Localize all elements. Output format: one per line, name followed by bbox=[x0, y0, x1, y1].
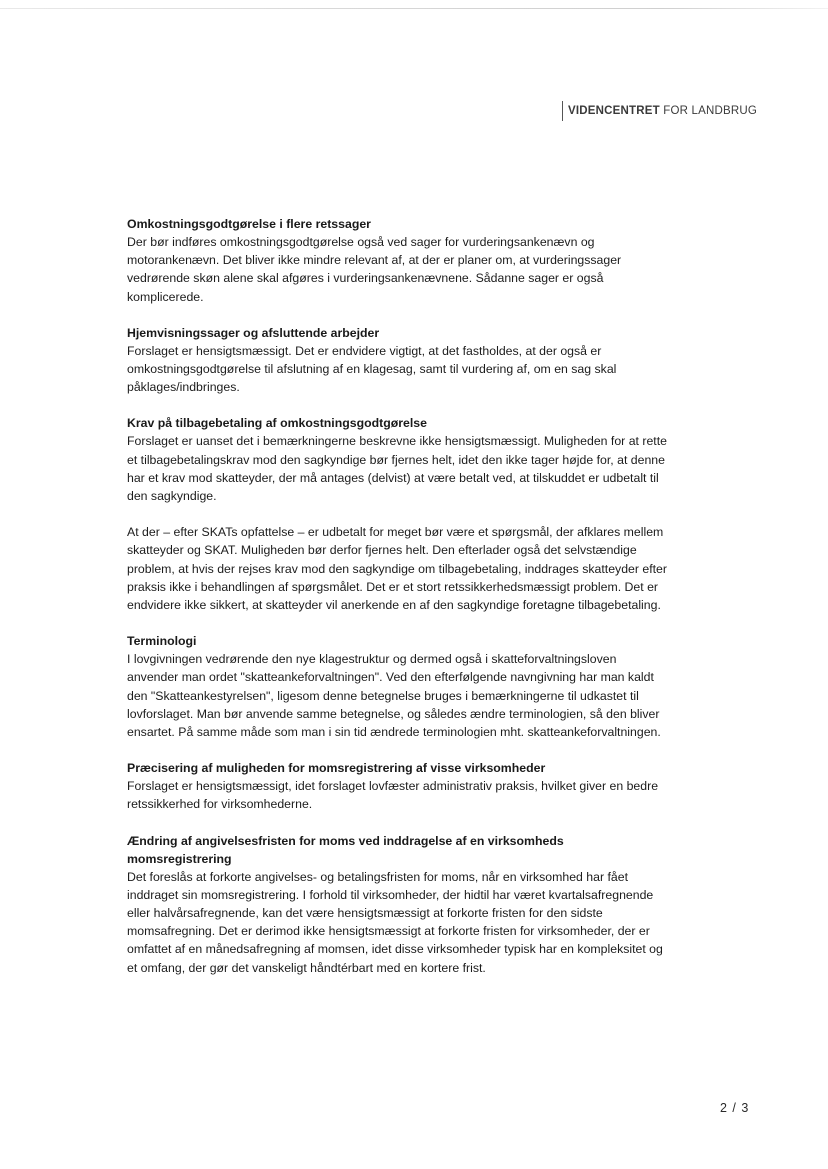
letterhead bbox=[562, 101, 757, 121]
letterhead-divider bbox=[562, 101, 563, 121]
letterhead-brand-rest: FOR LANDBRUG bbox=[659, 105, 758, 117]
section-tilbagebetaling bbox=[127, 414, 667, 614]
section-heading: Omkostningsgodtgørelse i flere retssager bbox=[127, 217, 371, 231]
letterhead-text bbox=[568, 105, 757, 117]
section-heading: Ændring af angivelsesfristen for moms ved inddragelse af en virksomheds momsregistrering bbox=[127, 833, 564, 866]
section-heading: Terminologi bbox=[127, 634, 197, 649]
section-angivelsesfristen bbox=[127, 832, 667, 977]
section-paragraph: Der bør indføres omkostningsgodtgørelse også ved sager for vurderingsankenævn og motorankenævn. Det bliver ikke mindre relevant af, at der er planer om, at vurderingssager vedrørende skøn alene skal afgøres i vurderingsankenævnene. Sådanne sager er også komplicerede. bbox=[127, 235, 622, 304]
scan-edge-line bbox=[0, 8, 828, 9]
section-heading: Præcisering af muligheden for momsregistrering af visse virksomheder bbox=[127, 761, 546, 776]
section-heading: Krav på tilbagebetaling af omkostningsgodtgørelse bbox=[127, 416, 427, 431]
document-body bbox=[127, 215, 667, 995]
section-terminologi bbox=[127, 632, 667, 741]
section-paragraph: At der – efter SKATs opfattelse – er udbetalt for meget bør være et spørgsmål, der afklares mellem skatteyder og SKAT. Muligheden bør derfor fjernes helt. Den efterlader også det selvstændige problem, at hvis der rejses krav mod den sagkyndige om tilbagebetaling, inddrages skatteyder efter praksis ikke i behandlingen af spørgsmålet. Det er et stort retssikkerhedsmæssigt problem. Det er endvidere ikke sikkert, at skatteyder vil anerkende en af den sagkyndige foretagne tilbagebetaling. bbox=[127, 525, 667, 613]
section-paragraph: Forslaget er hensigtsmæssigt. Det er endvidere vigtigt, at det fastholdes, at der også er omkostningsgodtgørelse til afslutning af en klagesag, samt til vurdering af, om en sag skal påklages/indbringes. bbox=[127, 343, 617, 395]
section-paragraph: Forslaget er uanset det i bemærkningerne beskrevne ikke hensigtsmæssigt. Muligheden for at rette et tilbagebetalingskrav mod den sagkyndige bør fjernes helt, idet den ikke tager højde for, at denne har et krav mod skatteyder, der må antages (delvist) at være betalt ved, at tilskuddet er udbetalt til den sagkyndige. bbox=[127, 434, 667, 504]
section-heading: Hjemvisningssager og afsluttende arbejder bbox=[127, 325, 380, 340]
section-hjemvisningssager bbox=[127, 324, 667, 397]
section-paragraph: Det foreslås at forkorte angivelses- og betalingsfristen for moms, når en virksomhed har fået inddraget sin momsregistrering. I forhold til virksomheder, der hidtil har været kvartalsafregnende eller halvårsafregnende, kan det være hensigtsmæssigt at forkorte fristen for den sidste momsafregning. Det er derimod ikke hensigtsmæssigt at forkorte fristen for virksomheder, der er omfattet af en månedsafregning af momsen, idet disse virksomheder typisk har en kompleksitet og et omfang, der gør det vanskeligt håndtérbart med en kortere frist. bbox=[127, 869, 663, 975]
letterhead-brand: VIDENCENTRET bbox=[568, 105, 660, 117]
page-number: 2 / 3 bbox=[720, 1101, 750, 1115]
section-paragraph: I lovgivningen vedrørende den nye klagestruktur og dermed også i skatteforvaltningsloven anvender man ordet "skatteankeforvaltningen". Ved den efterfølgende navngivning har man kaldt den "Skatteankestyrelsen", ligesom denne betegnelse bruges i bemærkningerne til udkastet til lovforslaget. Man bør anvende samme betegnelse, og således ændre terminologien, så den bliver ensartet. På samme måde som man i sin tid ændrede terminologien mht. skatteankeforvaltningen. bbox=[127, 652, 661, 740]
section-momsregistrering bbox=[127, 759, 667, 813]
section-paragraph: Forslaget er hensigtsmæssigt, idet forslaget lovfæster administrativ praksis, hvilket giver en bedre retssikkerhed for virksomhederne. bbox=[127, 779, 659, 812]
section-omkostningsgodtgoerelse bbox=[127, 215, 667, 306]
